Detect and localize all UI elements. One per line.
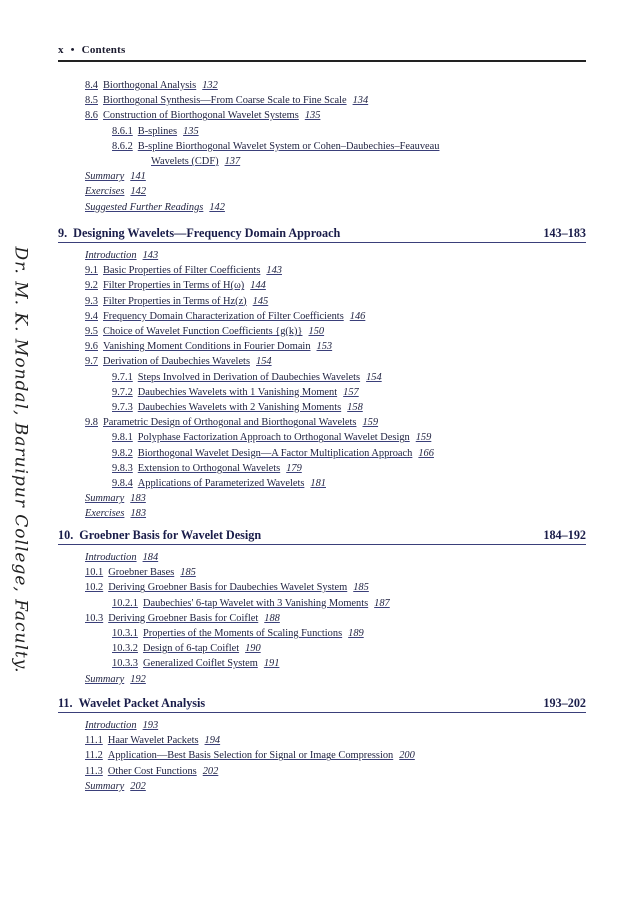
section-number: 9.8.3 — [112, 462, 133, 474]
toc-entry[interactable] — [112, 401, 363, 414]
section-title: Summary — [85, 780, 125, 792]
toc-entry[interactable] — [85, 492, 146, 505]
toc-entry[interactable] — [85, 201, 225, 214]
section-title: Wavelets (CDF) — [151, 156, 219, 167]
chapter-heading[interactable] — [58, 528, 586, 545]
section-title: Daubechies' 6-tap Wavelet with 3 Vanishing Moments — [142, 597, 369, 609]
bullet-separator: • — [70, 44, 75, 56]
section-number: 10.3.1 — [112, 628, 138, 639]
section-title: Biorthogonal Synthesis—From Coarse Scale to Fine Scale — [103, 95, 347, 107]
section-title: Derivation of Daubechies Wavelets — [103, 356, 250, 368]
page-ref: 154 — [256, 356, 272, 368]
section-number: 10.2 — [85, 582, 104, 594]
section-number: 9.8.4 — [112, 478, 133, 489]
section-title: Exercises — [85, 186, 125, 198]
page-ref: 179 — [286, 462, 302, 474]
page-ref: 188 — [264, 612, 280, 624]
section-title: Biorthogonal Analysis — [103, 80, 197, 91]
section-title: Construction of Biorthogonal Wavelet Systems — [103, 110, 299, 122]
section-title: Polyphase Factorization Approach to Orthogonal Wavelet Design — [137, 432, 410, 444]
toc-entry[interactable] — [85, 416, 378, 429]
toc-entry[interactable] — [85, 749, 415, 762]
section-number: 9.7 — [85, 356, 98, 368]
page-ref: 153 — [316, 341, 333, 353]
section-number: 9.8.2 — [112, 447, 133, 459]
page-ref: 192 — [130, 673, 146, 685]
section-title: Daubechies Wavelets with 1 Vanishing Moment — [137, 386, 338, 398]
section-title: B-spline Biorthogonal Wavelet System or Cohen–Daubechies–Feauveau — [137, 140, 440, 152]
section-title: Summary — [85, 171, 125, 183]
page-ref: 187 — [374, 597, 390, 609]
section-title: Daubechies Wavelets with 2 Vanishing Moments — [137, 402, 342, 413]
page-ref: 132 — [202, 80, 218, 91]
toc-entry[interactable] — [112, 642, 261, 655]
section-title: Other Cost Functions — [107, 765, 197, 777]
section-title: Properties of the Moments of Scaling Functions — [142, 628, 343, 639]
section-title: Summary — [85, 493, 125, 505]
toc-entry[interactable] — [85, 264, 282, 277]
section-number: 9.3 — [85, 295, 98, 307]
page-ref: 150 — [308, 326, 325, 337]
section-title: Filter Properties in Terms of Hz(z) — [103, 295, 247, 307]
page-ref: 190 — [245, 643, 261, 655]
section-title: Deriving Groebner Basis for Coiflet — [108, 612, 259, 624]
section-number: 9.5 — [85, 326, 98, 337]
section-number: 10.3.3 — [112, 658, 138, 670]
toc-entry[interactable] — [85, 249, 158, 262]
section-title: Basic Properties of Filter Coefficients — [103, 265, 261, 277]
chapter-number: 11. — [58, 696, 73, 710]
page-ref: 159 — [362, 417, 379, 429]
page-ref: 143 — [142, 250, 159, 261]
page-ref: 142 — [209, 201, 225, 213]
section-title: Filter Properties in Terms of H(ω) — [103, 280, 245, 292]
toc-entry[interactable] — [112, 431, 431, 444]
page-ref: 194 — [204, 735, 221, 747]
chapter-number: 10. — [58, 528, 74, 542]
section-title: Parametric Design of Orthogonal and Biorthogonal Wavelets — [103, 417, 357, 429]
section-number: 9.4 — [85, 310, 98, 322]
page-ref: 134 — [352, 95, 369, 107]
toc-entry[interactable] — [85, 566, 196, 579]
section-title: B-splines — [137, 125, 178, 137]
toc-entry[interactable] — [151, 155, 240, 168]
page-ref: 135 — [304, 110, 321, 122]
chapter-heading[interactable] — [58, 226, 586, 243]
page-ref: 141 — [130, 171, 146, 183]
chapter-title: Wavelet Packet Analysis — [78, 696, 206, 710]
page-ref: 135 — [183, 125, 199, 137]
section-number: 9.1 — [85, 265, 98, 277]
toc-entry[interactable] — [112, 371, 382, 384]
page-ref: 202 — [130, 780, 146, 792]
chapter-heading[interactable] — [58, 696, 586, 713]
toc-entry[interactable] — [85, 109, 320, 122]
section-title: Application—Best Basis Selection for Signal or Image Compression — [107, 750, 394, 762]
page-ref: 193 — [142, 720, 159, 731]
page-ref: 154 — [366, 371, 382, 383]
toc-entry[interactable] — [85, 310, 365, 323]
section-number: 11.1 — [85, 735, 103, 747]
page-ref: 166 — [418, 447, 434, 459]
page-ref: 185 — [180, 567, 196, 579]
toc-entry[interactable] — [85, 765, 218, 778]
section-title: Introduction — [85, 552, 137, 563]
toc-entry[interactable] — [112, 447, 434, 460]
page-ref: 202 — [202, 765, 219, 777]
toc-entry[interactable] — [85, 279, 266, 292]
section-number: 9.8.1 — [112, 432, 133, 444]
section-number: 9.7.2 — [112, 386, 133, 398]
section-title: Extension to Orthogonal Wavelets — [137, 462, 281, 474]
section-number: 8.6.1 — [112, 125, 133, 137]
toc-entry[interactable] — [112, 125, 199, 138]
page-ref: 157 — [343, 386, 359, 398]
section-title: Biorthogonal Wavelet Design—A Factor Multiplication Approach — [137, 447, 413, 459]
section-number: 11.2 — [85, 750, 103, 762]
page-ref: 185 — [353, 582, 369, 594]
section-number: 9.7.1 — [112, 371, 133, 383]
section-number: 9.7.3 — [112, 402, 133, 413]
section-title: Introduction — [85, 720, 137, 731]
page-ref: 200 — [399, 750, 415, 762]
section-title: Haar Wavelet Packets — [107, 735, 199, 747]
page-ref: 142 — [130, 186, 147, 198]
section-number: 9.2 — [85, 280, 98, 292]
page-ref: 191 — [263, 658, 280, 670]
toc-entry[interactable] — [85, 340, 332, 353]
toc-entry[interactable] — [85, 507, 146, 520]
chapter-page-range: 193–202 — [543, 696, 586, 710]
section-title: Introduction — [85, 250, 137, 261]
toc-entry[interactable] — [85, 719, 158, 732]
page-ref: 189 — [348, 628, 364, 639]
watermark-text: Dr. M. K. Mondal, Baruipur College, Faculty. — [10, 246, 30, 673]
toc-entry[interactable] — [85, 673, 146, 686]
section-title: Steps Involved in Derivation of Daubechies Wavelets — [137, 371, 361, 383]
page-ref: 159 — [415, 432, 432, 444]
section-title: Generalized Coiflet System — [142, 658, 258, 670]
toc-entry[interactable] — [85, 581, 369, 594]
section-title: Summary — [85, 673, 125, 685]
running-header — [58, 44, 125, 56]
section-number: 9.6 — [85, 341, 98, 353]
section-title: Choice of Wavelet Function Coefficients {g(k)} — [103, 326, 303, 337]
section-number: 9.8 — [85, 417, 98, 429]
section-title: Groebner Bases — [108, 567, 175, 579]
page-ref: 146 — [349, 310, 366, 322]
chapter-number: 9. — [58, 226, 68, 240]
toc-entry[interactable] — [85, 734, 220, 747]
toc-entry[interactable] — [85, 79, 218, 92]
page-ref: 183 — [130, 493, 146, 505]
section-number: 10.2.1 — [112, 597, 138, 609]
section-title: Applications of Parameterized Wavelets — [137, 478, 305, 489]
toc-entry[interactable] — [112, 462, 302, 475]
toc-entry[interactable] — [112, 657, 279, 670]
section-number: 8.6 — [85, 110, 98, 122]
toc-entry[interactable] — [85, 551, 158, 564]
header-title: Contents — [81, 44, 126, 56]
page-number: x — [58, 44, 64, 56]
section-number: 8.6.2 — [112, 140, 133, 152]
page-ref: 181 — [310, 478, 326, 489]
toc-entry[interactable] — [85, 170, 146, 183]
section-number: 11.3 — [85, 765, 103, 777]
toc-entry[interactable] — [112, 386, 359, 399]
page-ref: 183 — [130, 508, 147, 520]
section-title: Frequency Domain Characterization of Filter Coefficients — [103, 310, 344, 322]
toc-entry[interactable] — [112, 140, 439, 153]
chapter-page-range: 184–192 — [543, 528, 586, 542]
toc-entry[interactable] — [85, 295, 268, 308]
section-number: 8.5 — [85, 95, 98, 107]
page-ref: 137 — [224, 156, 241, 167]
toc-entry[interactable] — [85, 355, 272, 368]
toc-entry[interactable] — [112, 477, 326, 490]
section-title: Design of 6-tap Coiflet — [142, 643, 240, 655]
section-number: 10.3 — [85, 612, 104, 624]
chapter-page-range: 143–183 — [543, 226, 586, 240]
chapter-title: Designing Wavelets—Frequency Domain Approach — [73, 226, 341, 240]
page-ref: 158 — [347, 402, 363, 413]
section-number: 10.3.2 — [112, 643, 138, 655]
page-ref: 145 — [252, 295, 269, 307]
section-number: 10.1 — [85, 567, 104, 579]
chapter-title: Groebner Basis for Wavelet Design — [79, 528, 262, 542]
section-title: Vanishing Moment Conditions in Fourier Domain — [103, 341, 311, 353]
section-title: Suggested Further Readings — [85, 201, 204, 213]
toc-entry[interactable] — [112, 597, 390, 610]
handwritten-signature-watermark — [8, 232, 32, 687]
toc-entry[interactable] — [85, 780, 146, 793]
toc-entry[interactable] — [112, 627, 364, 640]
section-number: 8.4 — [85, 80, 98, 91]
page-ref: 144 — [250, 280, 266, 292]
toc-entry[interactable] — [85, 94, 368, 107]
page-ref: 184 — [142, 552, 159, 563]
section-title: Exercises — [85, 508, 125, 520]
header-rule — [58, 60, 586, 62]
section-title: Deriving Groebner Basis for Daubechies Wavelet System — [108, 582, 348, 594]
toc-entry[interactable] — [85, 612, 280, 625]
toc-entry[interactable] — [85, 185, 146, 198]
toc-entry[interactable] — [85, 325, 324, 338]
page-ref: 143 — [266, 265, 282, 277]
